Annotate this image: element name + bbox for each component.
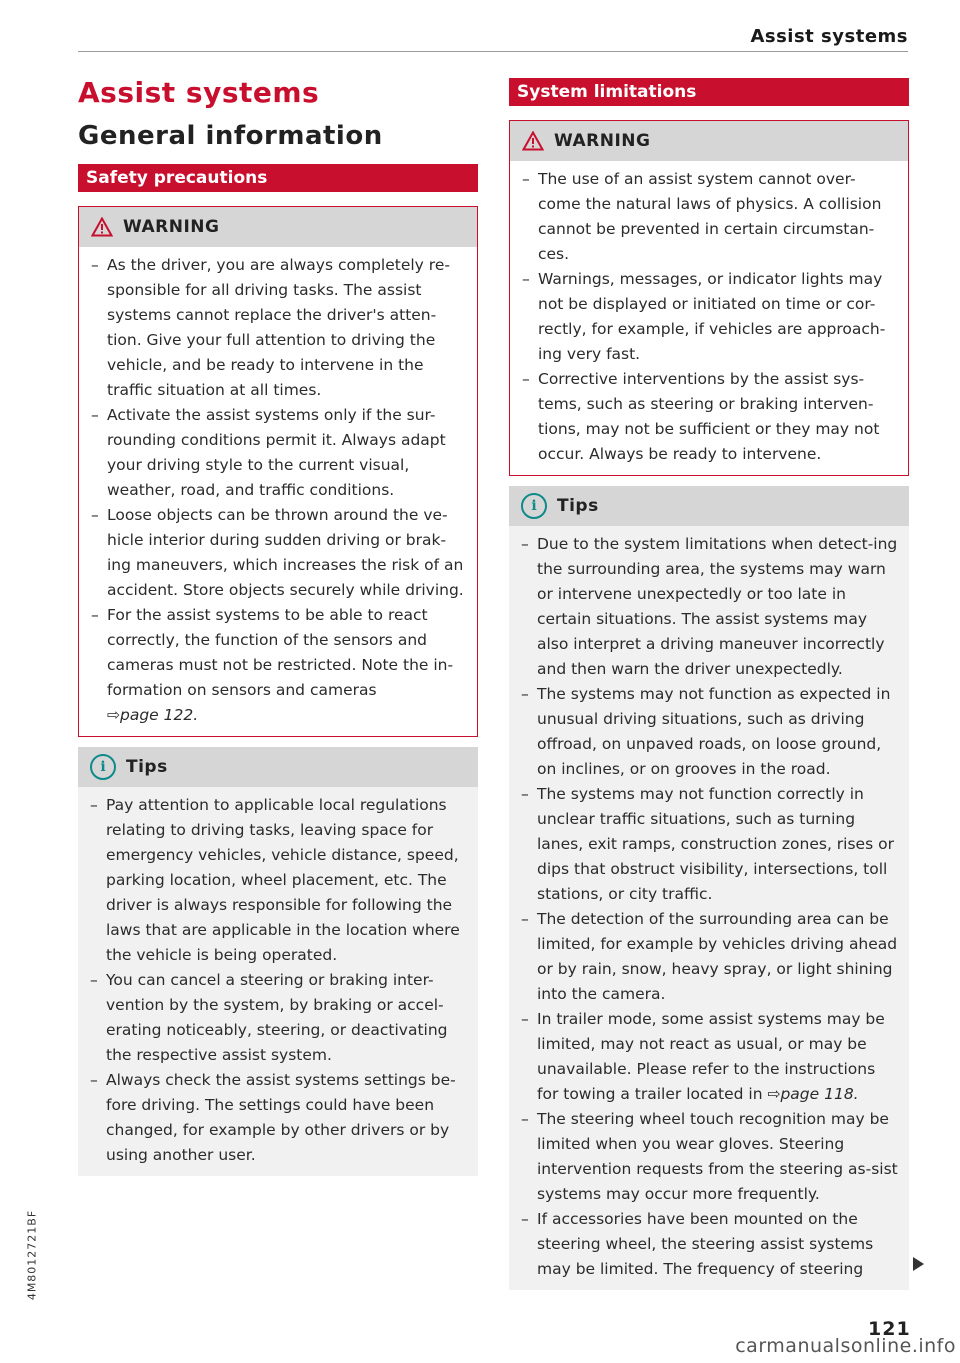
section-bar-safety-precautions: Safety precautions [78, 164, 478, 192]
warning-label: WARNING [123, 217, 220, 237]
warning-box [509, 120, 909, 476]
watermark: carmanualsonline.info [735, 1335, 956, 1357]
list-item: – In trailer mode, some assist systems may be limited, may not react as usual, or may be unavailable. Please refer to the instructions for towing a trailer located in ⇨page 118. [521, 1007, 899, 1107]
list-item: – Always check the assist systems settings be-fore driving. The settings could have been changed, for example by other drivers or by using another user. [90, 1068, 468, 1168]
warning-header [79, 207, 477, 247]
page-title: Assist systems [78, 76, 320, 109]
page-reference-link[interactable]: ⇨page 118. [767, 1085, 859, 1103]
info-icon: i [90, 754, 116, 780]
warning-list [79, 247, 477, 736]
warning-list [510, 161, 908, 475]
warning-triangle-icon [522, 131, 544, 151]
warning-box [78, 206, 478, 737]
tips-header [78, 747, 478, 787]
list-item: – Due to the system limitations when detect-ing the surrounding area, the systems may warn or intervene unexpectedly or too late in certain situations. The assist systems may also interpret a driving maneuver incorrectly and then warn the driver unexpectedly. [521, 532, 899, 682]
list-item: – As the driver, you are always completely re-sponsible for all driving tasks. The assist systems cannot replace the driver's atten-tion. Give your full attention to driving the vehicle, and be ready to intervene in the traffic situation at all times. [91, 253, 467, 403]
list-item: – The systems may not function as expected in unusual driving situations, such as driving offroad, on unpaved roads, on loose ground, on inclines, or on grooves in the road. [521, 682, 899, 782]
list-item: – The systems may not function correctly in unclear traffic situations, such as turning lanes, exit ramps, construction zones, rises or dips that obstruct visibility, intersections, toll stations, or city traffic. [521, 782, 899, 907]
list-item: – The steering wheel touch recognition may be limited when you wear gloves. Steering intervention requests from the steering as-sist systems may occur more frequently. [521, 1107, 899, 1207]
header-rule [78, 51, 908, 52]
page-reference-link[interactable]: ⇨page 122. [107, 706, 199, 724]
warning-header [510, 121, 908, 161]
list-item: – The use of an assist system cannot over-come the natural laws of physics. A collision cannot be prevented in certain circumstan-ces. [522, 167, 898, 267]
list-item: – Pay attention to applicable local regulations relating to driving tasks, leaving space for emergency vehicles, vehicle distance, speed, parking location, wheel placement, etc. The driver is always responsible for following the laws that are applicable in the location where the vehicle is being operated. [90, 793, 468, 968]
tips-box [78, 747, 478, 1176]
right-column [509, 78, 909, 1290]
tips-box [509, 486, 909, 1290]
warning-triangle-icon [91, 217, 113, 237]
side-document-code: 4M8012721BF [25, 1209, 39, 1301]
list-item: – Corrective interventions by the assist sys-tems, such as steering or braking interven-tions, may not be sufficient or they may not occur. Always be ready to intervene. [522, 367, 898, 467]
tips-label: Tips [557, 496, 599, 516]
section-bar-system-limitations: System limitations [509, 78, 909, 106]
page-number: 121 [868, 1318, 911, 1340]
tips-header [509, 486, 909, 526]
running-header-title: Assist systems [750, 26, 908, 47]
tips-list [78, 787, 478, 1176]
list-item: – For the assist systems to be able to react correctly, the function of the sensors and cameras must not be restricted. Note the in-formation on sensors and cameras ⇨page 122. [91, 603, 467, 728]
list-item: – Activate the assist systems only if the sur-rounding conditions permit it. Always adapt your driving style to the current visual, weather, road, and traffic conditions. [91, 403, 467, 503]
tips-label: Tips [126, 757, 168, 777]
tips-list [509, 526, 909, 1290]
list-item: – The detection of the surrounding area can be limited, for example by vehicles driving ahead or by rain, snow, heavy spray, or light shining into the camera. [521, 907, 899, 1007]
list-item: – You can cancel a steering or braking inter-vention by the system, by braking or accel-erating noticeably, steering, or deactivating the respective assist system. [90, 968, 468, 1068]
list-item: – Warnings, messages, or indicator lights may not be displayed or initiated on time or cor-rectly, for example, if vehicles are approach-ing very fast. [522, 267, 898, 367]
continue-arrow-icon [913, 1257, 924, 1271]
page-subtitle: General information [78, 121, 383, 151]
left-column [78, 78, 478, 1176]
warning-label: WARNING [554, 131, 651, 151]
list-item: – If accessories have been mounted on the steering wheel, the steering assist systems may be limited. The frequency of steering [521, 1207, 899, 1282]
list-item: – Loose objects can be thrown around the ve-hicle interior during sudden driving or brak-ing maneuvers, which increases the risk of an accident. Store objects securely while driving. [91, 503, 467, 603]
info-icon: i [521, 493, 547, 519]
